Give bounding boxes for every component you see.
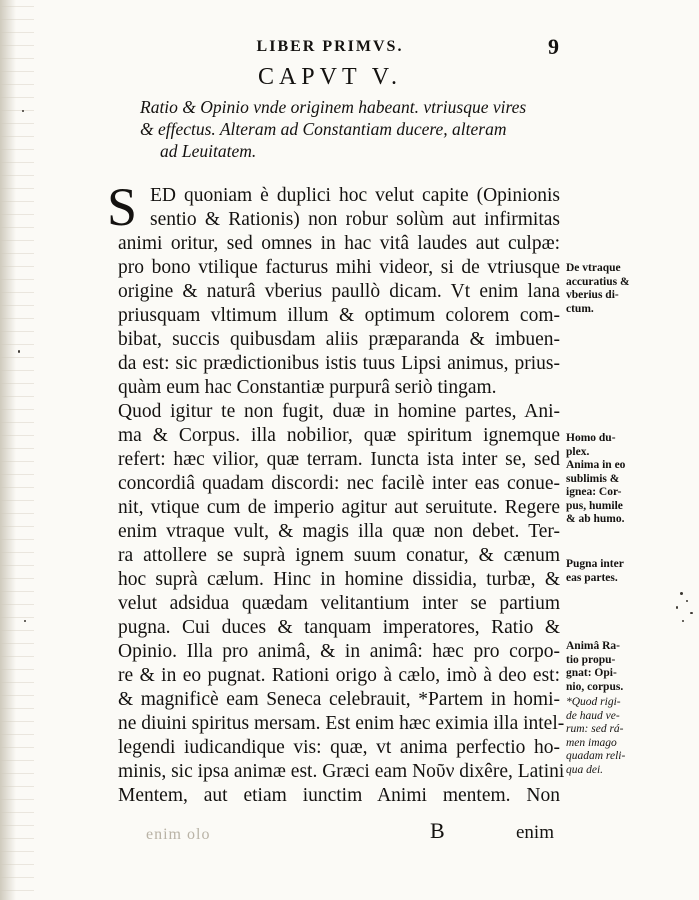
ink-speck <box>680 592 683 595</box>
ink-speck <box>686 600 688 602</box>
ink-speck <box>682 620 684 622</box>
body-line: sentio & Rationis) non robur solùm aut infirmitas <box>150 209 560 230</box>
body-line: legendi iudicandique vis: quæ, vt anima perfectio ho- <box>118 737 560 758</box>
chapter-summary-line: & effectus. Alteram ad Constantiam ducere, alteram <box>140 119 507 139</box>
body-line: quàm eum hac Constantiæ purpurâ seriò tingam. <box>118 377 497 398</box>
body-line: re & in eo pugnat. Rationi origo à cælo, imò à deo est: <box>118 665 560 686</box>
body-line: & magnificè eam Seneca celebrauit, *Partem in homi- <box>118 689 560 710</box>
drop-cap: S <box>107 177 138 237</box>
ink-speck <box>22 110 24 112</box>
body-line: ra attollere se suprà ignem suum conatur, & cænum <box>118 545 560 566</box>
body-line: ma & Corpus. illa nobilior, quæ spiritum ignemque <box>118 425 560 446</box>
body-line: animi oritur, sed omnes in hac vitâ laudes aut culpæ: <box>118 233 560 254</box>
body-line: concordiâ quadam discordi: nec facilè inter eas conue- <box>118 473 560 494</box>
signature-mark: B <box>430 818 445 843</box>
ink-speck <box>690 612 693 614</box>
body-line: ED quoniam è duplici hoc velut capite (Opinionis <box>150 185 560 206</box>
bleed-through-text: enim olo <box>146 826 211 843</box>
body-line: ne diuini spiritus mersam. Est enim hæc eximia illa intel- <box>118 713 565 734</box>
catchword: enim <box>516 822 554 843</box>
body-line: da est: sic prædictionibus istis tuus Lipsi animus, prius- <box>118 353 560 374</box>
margin-note-anima-ratio: Animâ Ra- tio propu- gnat: Opi- nio, corpus. <box>566 640 624 693</box>
body-line: nit, vtique cum de imperio agitur aut seruitute. Regere <box>118 497 560 518</box>
body-line: hoc suprà cælum. Hinc in homine dissidia, turbæ, & <box>118 569 560 590</box>
chapter-summary-line: ad Leuitatem. <box>160 141 257 161</box>
margin-note-pugna: Pugna inter eas partes. <box>566 558 624 584</box>
body-line: Opinio. Illa pro animâ, & in animâ: hæc pro corpo- <box>118 641 560 662</box>
body-line: refert: hæc vilior, quæ terram. Iuncta ista inter se, sed <box>118 449 560 470</box>
body-line: minis, sic ipsa animæ est. Græci eam Νοῦν dixêre, Latini <box>118 761 565 782</box>
running-head: LIBER PRIMVS. <box>256 38 404 55</box>
body-line: priusquam vltimum illum & optimum colorem com- <box>118 305 560 326</box>
gutter-shadow <box>0 0 16 900</box>
ink-speck <box>18 350 20 353</box>
chapter-summary-line: Ratio & Opinio vnde originem habeant. vtriusque vires <box>140 97 527 117</box>
body-line: bibat, succis quibusdam aliis præparanda & imbuen- <box>118 329 560 350</box>
body-line: Mentem, aut etiam iunctim Animi mentem. Non <box>118 785 560 806</box>
ink-speck <box>676 606 678 609</box>
margin-note-quod-rigide: *Quod rigi- de haud ve- rum: sed rá- men imago quadam reli- qua dei. <box>566 696 626 776</box>
page-number: 9 <box>548 34 559 59</box>
body-line: enim vtraque vult, & magis illa quæ non debet. Ter- <box>118 521 560 542</box>
body-line: origine & naturâ vberius paullò dicam. Vt enim lana <box>118 281 560 302</box>
body-line: Quod igitur te non fugit, duæ in homine partes, Ani- <box>118 401 560 422</box>
chapter-title: CAPVT V. <box>257 64 403 90</box>
margin-note-de-vtraque: De vtraque accuratius & vberius di- ctum. <box>566 262 630 315</box>
body-line: pro bono vtilique facturus mihi videor, si de vtriusque <box>118 257 560 278</box>
ink-speck <box>24 620 26 622</box>
body-line: pugna. Cui duces & tanquam imperatores, Ratio & <box>118 617 560 638</box>
margin-note-homo-duplex: Homo du- plex. Anima in eo sublimis & ignea: Cor- pus, humile & ab humo. <box>566 432 626 525</box>
body-line: velut adsidua quædam velitantium inter se partium <box>118 593 560 614</box>
